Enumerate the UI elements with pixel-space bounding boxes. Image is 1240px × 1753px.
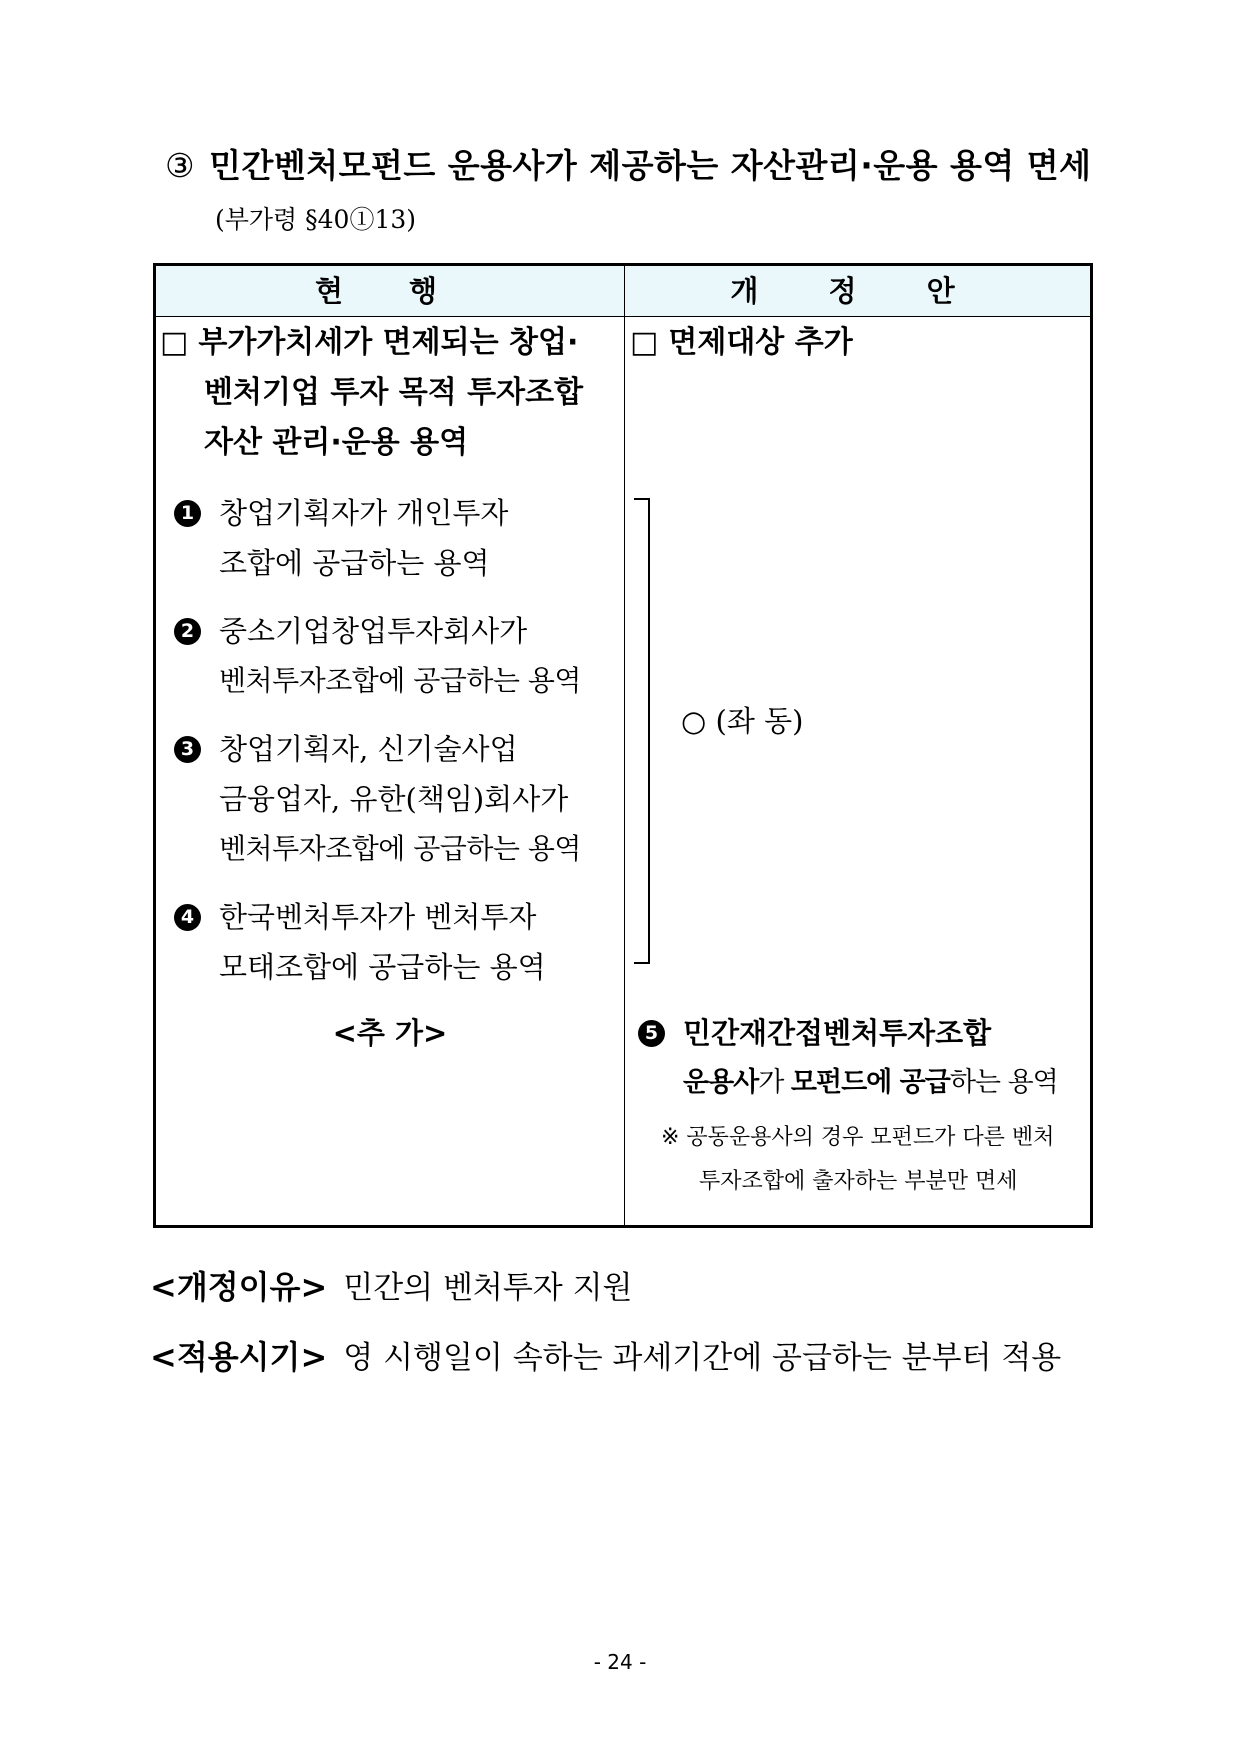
item-line: 모태조합에 공급하는 용역 [219, 950, 546, 984]
revised-heading-text: 면제대상 추가 [668, 325, 853, 360]
table-header [156, 266, 1090, 317]
section-title-text: 민간벤처모펀드 운용사가 제공하는 자산관리·운용 용역 면세 [209, 146, 1092, 185]
item-line: 조합에 공급하는 용역 [219, 546, 490, 580]
note-line-2: 투자조합에 출자하는 부분만 면세 [699, 1169, 1018, 1194]
numbered-bullet-icon: 1 [174, 500, 201, 527]
text-bold: 모펀드에 공급 [790, 1067, 950, 1098]
page-number: - 24 - [593, 1650, 647, 1674]
item-line: 금융업자, 유한(책임)회사가 [219, 782, 569, 816]
text-bold: 운용사 [683, 1067, 759, 1098]
note-line-1: ※ 공동운용사의 경우 모펀드가 다른 벤처 [661, 1125, 1055, 1150]
reason-label: <개정이유> [150, 1268, 328, 1306]
current-heading [160, 318, 578, 368]
bracket-line [634, 498, 650, 964]
numbered-bullet-icon: 5 [638, 1020, 665, 1047]
current-heading-line-3: 자산 관리·운용 용역 [204, 425, 469, 460]
revised-heading [630, 318, 853, 368]
new-item-line-2 [683, 1058, 1058, 1108]
text-plain: 가 [758, 1067, 791, 1098]
apply-text: 영 시행일이 속하는 과세기간에 공급하는 분부터 적용 [343, 1340, 1062, 1376]
revision-reason [150, 1262, 633, 1313]
item-line: 중소기업창업투자회사가 [219, 614, 528, 648]
item-line: 벤처투자조합에 공급하는 용역 [219, 664, 581, 697]
item-line: 창업기획자, 신기술사업 [219, 732, 518, 766]
checkbox-square-icon: □ [160, 325, 189, 360]
new-item-line-1: 민간재간접벤처투자조합 [683, 1016, 992, 1050]
numbered-bullet-icon: 3 [174, 736, 201, 763]
apply-label: <적용시기> [150, 1338, 328, 1376]
legal-reference: (부가령 §40①13) [215, 205, 417, 234]
add-label: <추 가> [332, 1016, 448, 1050]
header-revised: 개 정 안 [730, 274, 985, 308]
text-plain: 하는 용역 [949, 1067, 1058, 1098]
item-line: 한국벤처투자가 벤처투자 [219, 900, 537, 934]
header-current: 현 행 [314, 274, 466, 308]
note [661, 1116, 1054, 1204]
current-heading-line-2: 벤처기업 투자 목적 투자조합 [204, 375, 584, 410]
item-line: 벤처투자조합에 공급하는 용역 [219, 832, 581, 865]
comparison-table [153, 263, 1093, 1228]
numbered-bullet-icon: 4 [174, 904, 201, 931]
same-as-left: ○ (좌 동) [681, 704, 804, 738]
section-title [165, 140, 1092, 187]
numbered-bullet-icon: 2 [174, 618, 201, 645]
application-period [150, 1332, 1061, 1383]
current-heading-line-1: 부가가치세가 면제되는 창업· [198, 325, 579, 360]
section-number: ③ [165, 146, 196, 185]
checkbox-square-icon: □ [630, 325, 659, 360]
item-line: 창업기획자가 개인투자 [219, 496, 509, 530]
reason-text: 민간의 벤처투자 지원 [343, 1270, 633, 1306]
column-divider [624, 266, 625, 1225]
